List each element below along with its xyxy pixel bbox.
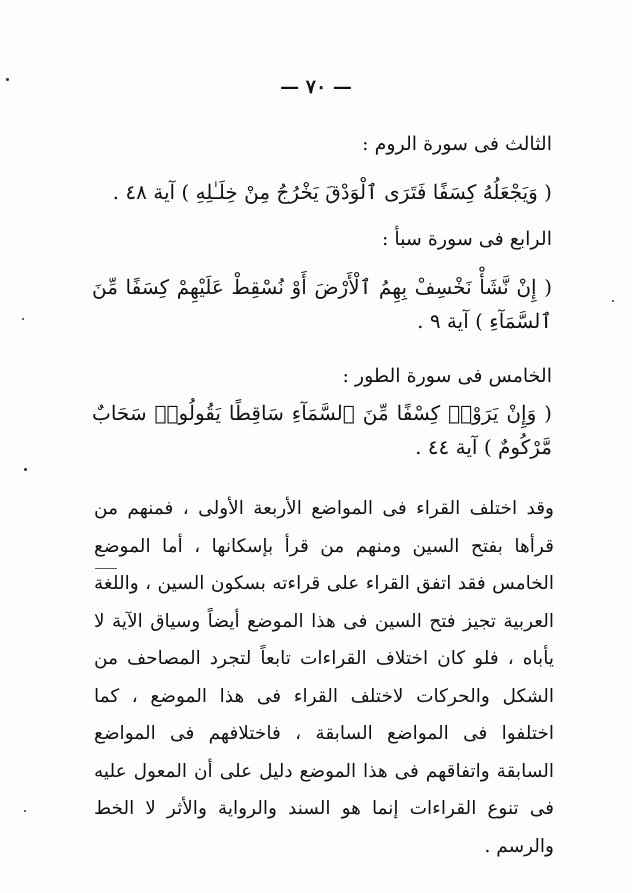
section-heading-saba: الرابع فى سورة سبأ :: [381, 228, 552, 250]
scan-speck: [24, 810, 26, 812]
verse-saba: [92, 270, 552, 338]
body-paragraph: وقد اختلف القراء فى المواضع الأربعة الأولى ، فمنهم من قرأها بفتح السين ومنهم من قرأ بإسكانها ، أما الموضع الخامس فقد اتفق القراء على قراءته بسكون السين ، واللغة العربية تجيز فتح السين فى هذا الموضع أيضاً وسياق الآية لا يأباه ، فلو كان اختلاف القراءات تابعاً لتجرد المصاحف من الشكل والحركات لاختلف القراء فى هذا الموضع ، كما اختلفوا فى المواضع السابقة ، فاختلافهم فى المواضع السابقة واتفاقهم فى هذا الموضع دليل على أن المعول عليه فى تنوع القراءات إنما هو السند والرواية والأثر لا الخط والرسم .: [94, 498, 554, 857]
page-number: — ٧٠ —: [280, 76, 352, 98]
scan-line: [95, 568, 117, 569]
ayah-number: آية ٤٤ .: [415, 435, 478, 459]
scan-speck: [24, 468, 27, 471]
ayah-number: آية ٤٨ .: [112, 180, 176, 204]
scan-speck: [612, 300, 614, 302]
section-heading-rum: الثالث فى سورة الروم :: [362, 133, 552, 155]
scan-speck: [6, 78, 9, 81]
verse-text: ( إِنْ نَّشَأْ نَخْسِفْ بِهِمُ ٱلْأَرْضَ أَوْ نُسْقِطْ عَلَيْهِمْ كِسَفًا مِّنَ ٱلسَّمَآءِ ): [92, 275, 552, 333]
ayah-number: آية ٩ .: [417, 309, 469, 333]
verse-rum: [92, 175, 552, 209]
verse-text: ( وَإِنْ يَرَوْا۟ كِسْفًا مِّنَ ٱلسَّمَآءِ سَاقِطًا يَقُولُوا۟ سَحَابٌ مَّرْكُومٌ ): [92, 401, 552, 459]
section-heading-tur: الخامس فى سورة الطور :: [342, 365, 552, 387]
verse-tur: [92, 396, 552, 464]
verse-text: ( وَيَجْعَلُهُ كِسَفًا فَتَرَى ٱلْوَدْقَ يَخْرُجُ مِنْ خِلَـٰلِهِ ): [181, 180, 552, 204]
scan-speck: [22, 318, 24, 320]
